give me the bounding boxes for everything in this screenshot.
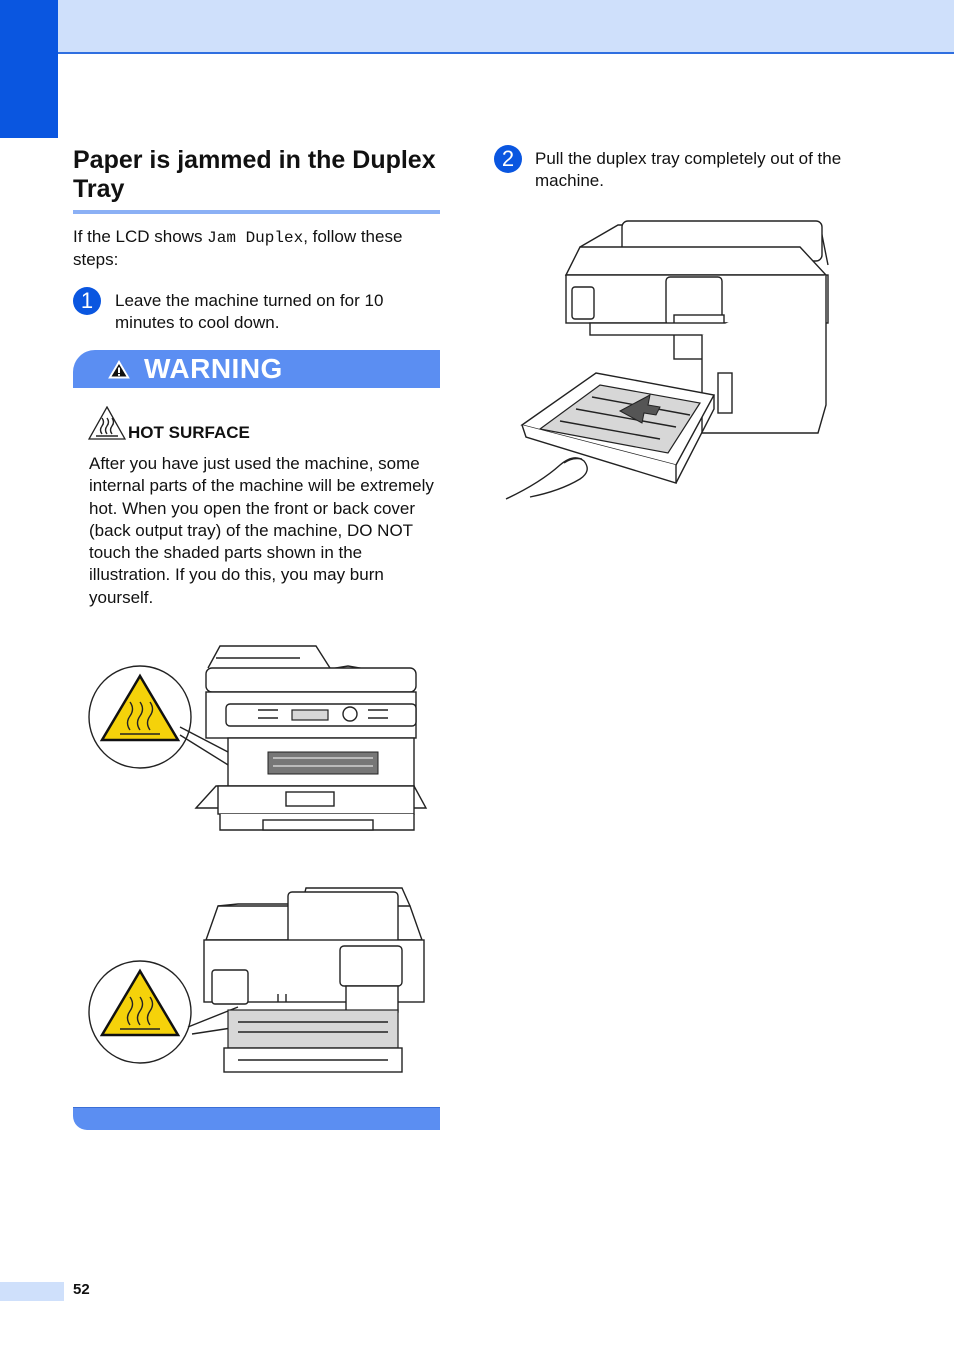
chapter-tab: [0, 0, 58, 138]
duplex-tray-removal-illustration: [500, 215, 840, 505]
step-1-number: 1: [73, 287, 101, 315]
page-title: Paper is jammed in the Duplex Tray: [73, 146, 436, 203]
title-underline: [73, 210, 440, 214]
step-2-number: 2: [494, 145, 522, 173]
warning-banner: [73, 350, 440, 388]
step-1-text: Leave the machine turned on for 10 minutes to cool down.: [115, 291, 384, 332]
printer-front-open-illustration: [88, 640, 428, 840]
intro-paragraph: [73, 226, 443, 271]
warning-label: WARNING: [144, 353, 283, 384]
warning-triangle-icon: [108, 360, 130, 379]
hazard-title: HOT SURFACE: [128, 423, 250, 442]
intro-text-after: , follow these steps:: [73, 227, 403, 269]
printer-back-open-illustration: [88, 882, 428, 1078]
intro-text-before: If the LCD shows: [73, 227, 208, 246]
warning-end-bar: [73, 1107, 440, 1130]
header-band: [0, 0, 954, 54]
lcd-message: Jam Duplex: [207, 229, 304, 247]
footer-band: [0, 1282, 64, 1301]
page-number: 52: [73, 1281, 90, 1298]
warning-body: After you have just used the machine, some internal parts of the machine will be extremely hot. When you open the front or back cover (back output tray) of the machine, DO NOT touch the shaded parts shown in the illustration. If you do this, you may burn yourself.: [89, 454, 434, 607]
hot-surface-icon: [88, 406, 126, 440]
step-2-text: Pull the duplex tray completely out of the machine.: [535, 149, 842, 190]
